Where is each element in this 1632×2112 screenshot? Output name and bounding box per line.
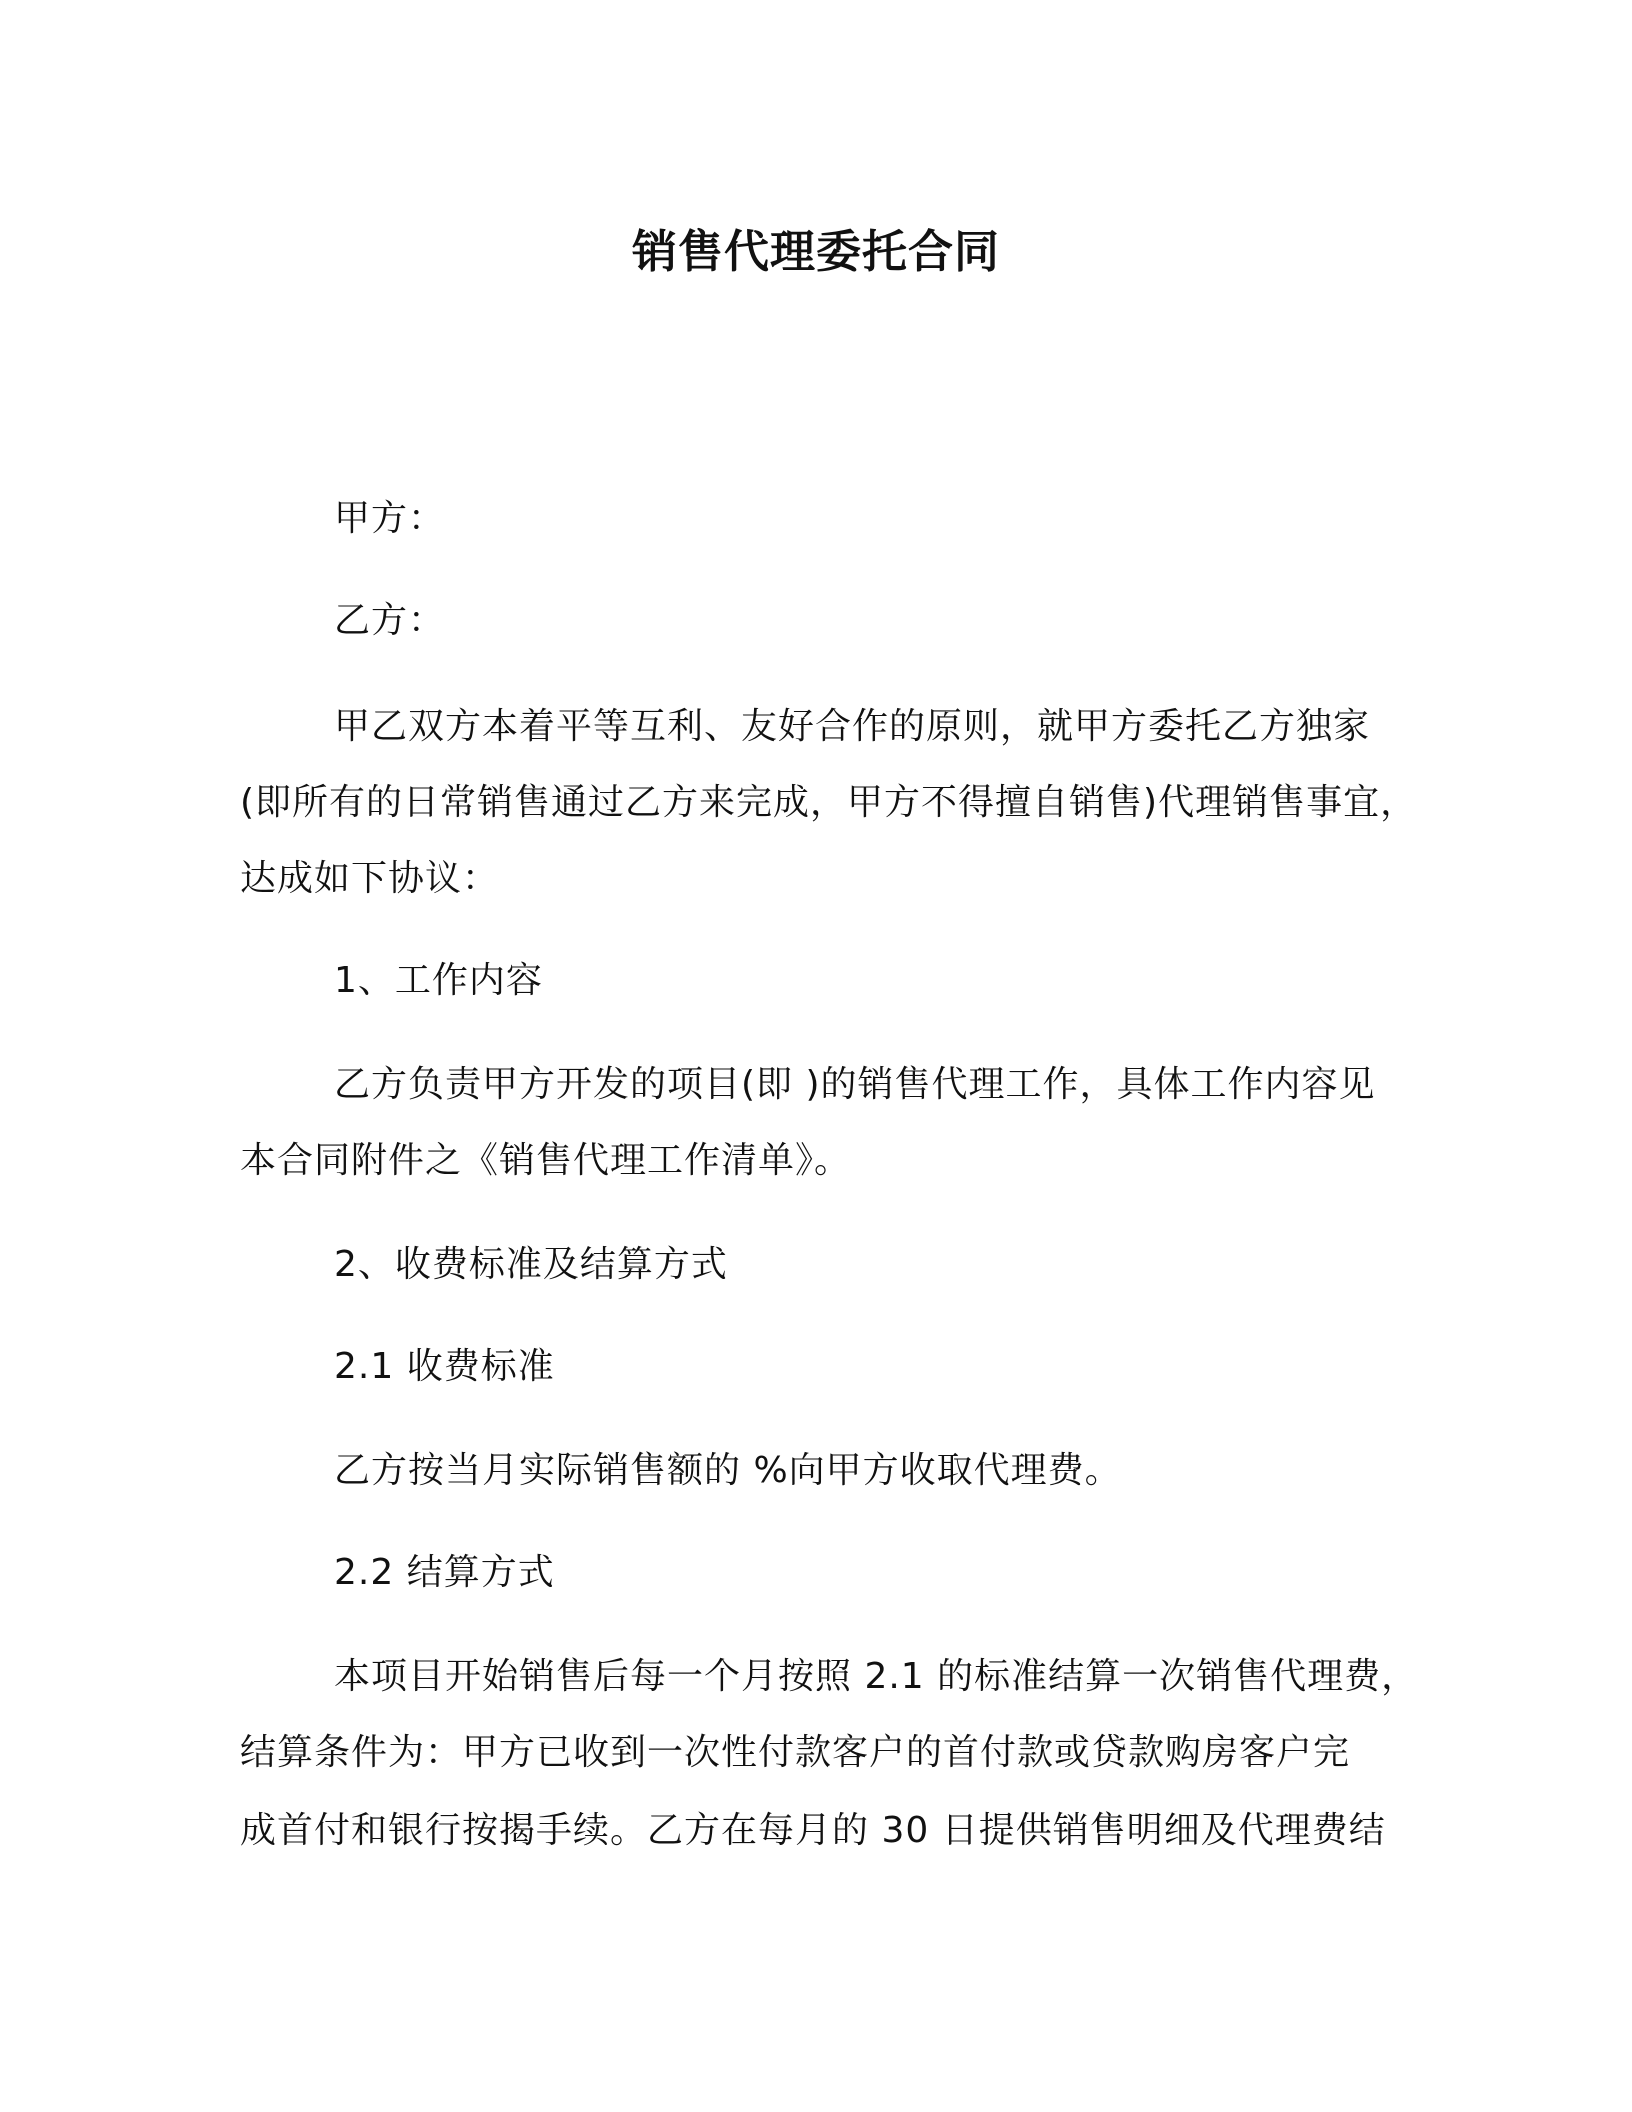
party-b-label: 乙方： xyxy=(334,600,446,641)
section2-2-heading: 2.2 结算方式 xyxy=(334,1552,555,1593)
section2-1-body: 乙方按当月实际销售额的 %向甲方收取代理费。 xyxy=(334,1450,1122,1491)
party-a-label: 甲方： xyxy=(334,498,446,539)
section2-1-heading: 2.1 收费标准 xyxy=(334,1346,555,1387)
intro-line-1: 甲乙双方本着平等互利、友好合作的原则，就甲方委托乙方独家 xyxy=(334,706,1371,747)
section1-heading: 1、工作内容 xyxy=(334,960,543,1001)
document-title: 销售代理委托合同 xyxy=(631,225,1000,278)
intro-line-3: 达成如下协议： xyxy=(240,858,500,899)
section2-heading: 2、收费标准及结算方式 xyxy=(334,1244,728,1285)
intro-line-2: (即所有的日常销售通过乙方来完成，甲方不得擅自销售)代理销售事宜， xyxy=(240,782,1418,823)
section1-body-line-2: 本合同附件之《销售代理工作清单》。 xyxy=(240,1140,852,1181)
section2-2-body-line-2: 结算条件为：甲方已收到一次性付款客户的首付款或贷款购房客户完 xyxy=(240,1732,1351,1773)
section1-body-line-1: 乙方负责甲方开发的项目(即 )的销售代理工作，具体工作内容见 xyxy=(334,1064,1376,1105)
section2-2-body-line-1: 本项目开始销售后每一个月按照 2.1 的标准结算一次销售代理费， xyxy=(334,1656,1419,1697)
section2-2-body-line-3: 成首付和银行按揭手续。乙方在每月的 30 日提供销售明细及代理费结 xyxy=(240,1810,1386,1851)
